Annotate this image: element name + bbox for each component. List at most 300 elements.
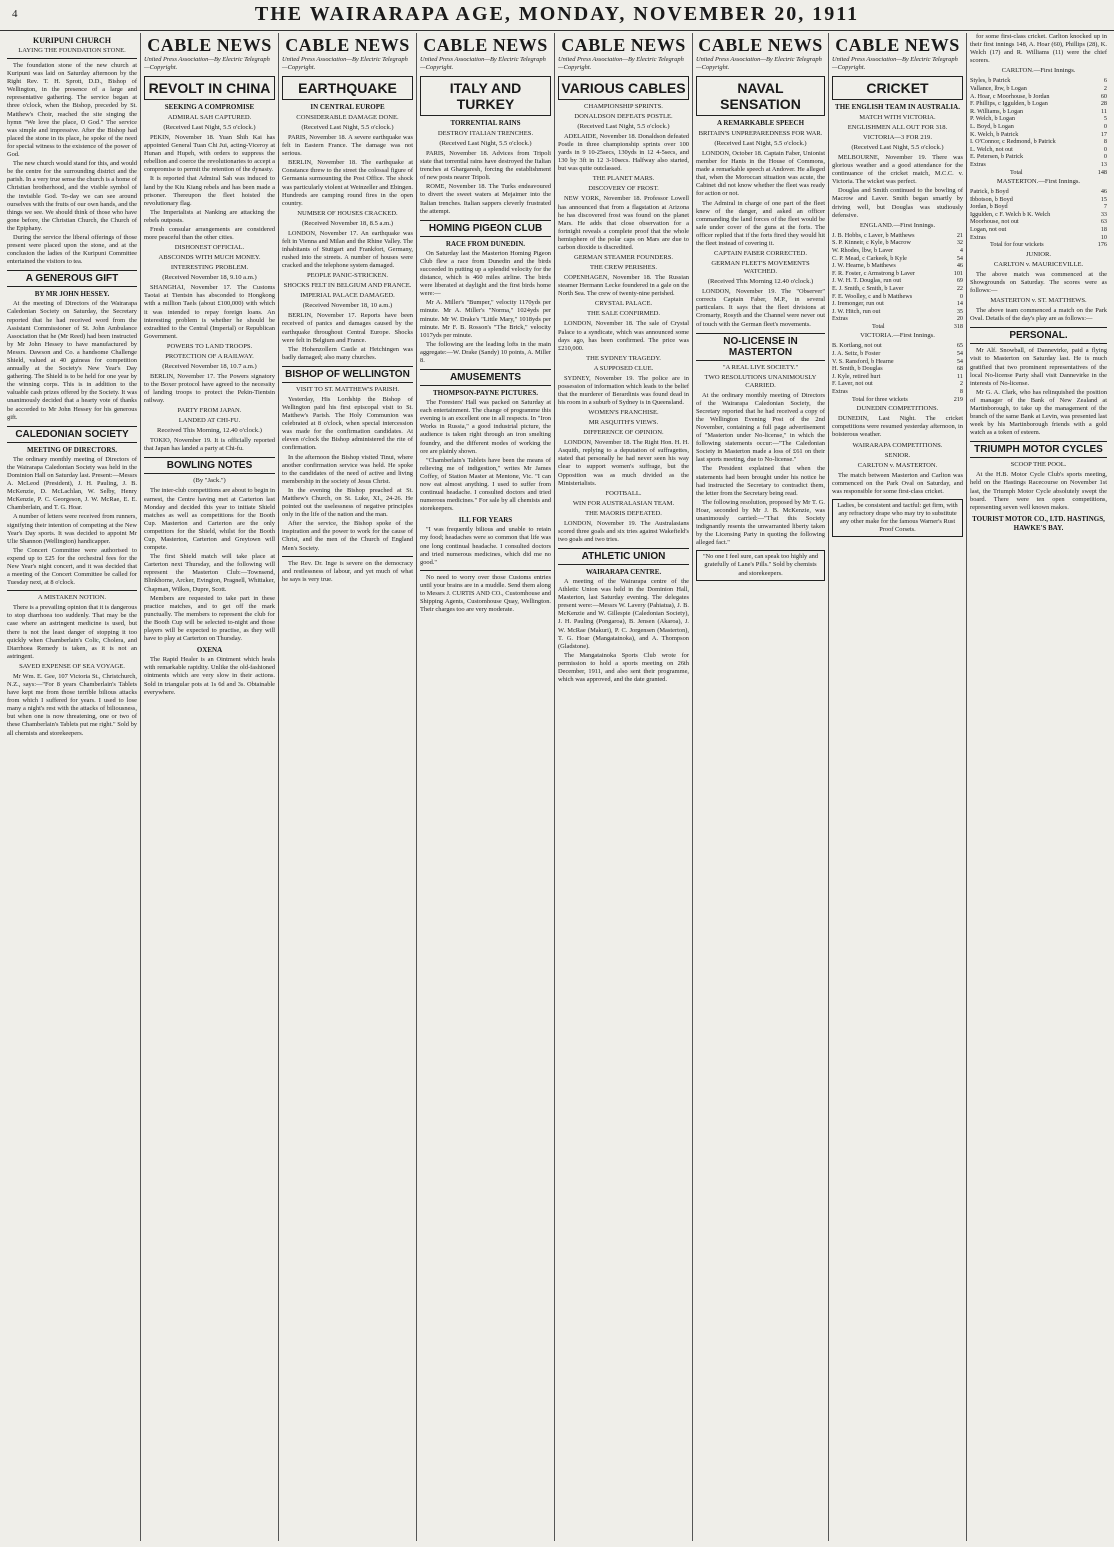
headline: VARIOUS CABLES xyxy=(558,76,689,100)
subheadline: FOOTBALL. xyxy=(605,489,642,497)
batsman-name: F. Laver, not out xyxy=(832,380,873,388)
table-row xyxy=(832,262,963,270)
subheadline: BRITAIN'S UNPREPAREDNESS FOR WAR. xyxy=(698,130,823,137)
advert-text: Ladies, be consistent and tactful: get firm, with any refractory drape who may try to substitute any other make for the famous Warner's Rust Proof Corsets. xyxy=(837,501,958,534)
paragraph: PARIS, November 18. Advices from Tripoli state that torrential rains have destroyed the Italian trenches at Ghargaresh, forcing the establishment of new posts nearer Tripoli. xyxy=(420,150,551,182)
subheadline: CHAMPIONSHIP SPRINTS. xyxy=(584,103,663,110)
batsman-name: Total xyxy=(872,322,885,330)
batsman-name: F. E. Woolley, c and b Matthews xyxy=(832,292,913,300)
column-3 xyxy=(278,33,416,1541)
paragraph: At the H.B. Motor Cycle Club's sports meeting, held on the Hastings Racecourse on November 1st last, the Triumph Motor Cycle absolutely swept the board. There were ten open competitions, representing seven well known makes. xyxy=(970,471,1107,511)
subheadline: IN CENTRAL EUROPE xyxy=(310,103,385,111)
paragraph: BERLIN, November 18. The earthquake at Constance threw to the street the colossal figure of Germania surmounting the Post Office. The shock was particularly violent at Weinzeller and Ebingen. Hundreds are camping round fires in the open country. xyxy=(282,159,413,207)
paragraph: The above team commenced a match on the Park Oval. Details of the day's play are as follows:— xyxy=(970,307,1107,323)
batsman-score: 101 xyxy=(953,269,963,277)
section-banner: CABLE NEWS xyxy=(423,35,548,55)
batsman-name: A. Hoar, c Moorhouse, b Jordan xyxy=(970,92,1050,100)
advert-title: OXENA xyxy=(196,646,223,655)
table-row xyxy=(832,380,963,388)
table-row xyxy=(970,169,1107,177)
table-row xyxy=(970,93,1107,101)
paragraph: Mr Wm. E. Gee, 107 Victoria St., Christchurch, N.Z., says:—"For 8 years Chamberlain's Tablets have kept me from those terrible bilious attacks from which I suffered for years. I used to lose many a night's rest with the attacks of biliousness, but when one is now threatening, one or two of these Chamberlain's Tablets put me right." Sold by all chemists and storekeepers. xyxy=(7,672,137,737)
paragraph: The above match was commenced at the Showgrounds on Saturday. The scores were as follows:— xyxy=(970,270,1107,295)
received-line: (Received Last Night, 5.5 o'clock.) xyxy=(714,140,807,147)
batsman-score: 33 xyxy=(1100,210,1107,218)
table-row xyxy=(970,138,1107,146)
batsman-score: 10 xyxy=(1100,233,1107,241)
received-line: (Received Last Night, 5.5 o'clock.) xyxy=(577,123,670,130)
paragraph: Douglas and Smith continued to the bowling of Macrow and Laver. Smith began smartly by driving well, but Douglas was studiously defensive. xyxy=(832,187,963,219)
column-7 xyxy=(828,33,966,1541)
section-banner: CABLE NEWS xyxy=(835,35,960,55)
subheadline: MATCH WITH VICTORIA. xyxy=(859,114,936,121)
paragraph: The Imperialists at Nanking are attacking the rebels outposts. xyxy=(144,208,275,224)
batsman-score: 20 xyxy=(956,315,963,323)
paragraph: The Foresters' Hall was packed on Saturday at each entertainment. The change of programme this evening is an excellent one in all respects. In "Iron Works in Russia," a good industrial picture, the audience is taken right through an iron smelting foundry, and the different modes of working the ore are plainly shown. xyxy=(420,399,551,455)
subheadline: JUNIOR. xyxy=(1025,250,1052,258)
table-row xyxy=(970,146,1107,154)
table-row xyxy=(832,308,963,316)
received-line: (Received Last Night, 5.5 o'clock.) xyxy=(163,124,256,131)
subheadline: DIFFERENCE OF OPINION. xyxy=(583,429,664,437)
table-row xyxy=(970,226,1107,234)
paragraph: SYDNEY, November 19. The police are in possession of information which leads to the belief that the murderer of Berardinis was found dead in his room in a suburb of Sydney is in Queensland. xyxy=(558,374,689,407)
subheadline: DESTROY ITALIAN TRENCHES. xyxy=(437,130,534,137)
batsman-name: Vallance, lbw, b Logan xyxy=(970,84,1027,92)
subheadline: LANDED AT CHI-FU. xyxy=(178,417,241,425)
headline: NAVAL SENSATION xyxy=(696,76,825,116)
batsman-score: 176 xyxy=(1097,241,1107,249)
advert-footer: TOURIST MOTOR CO., LTD. HASTINGS, HAWKE'S BAY. xyxy=(972,514,1105,532)
paragraph: It is reported that Admiral Sah was induced to land by the Kiu Kiang rebels and has been made a prisoner. Thereupon the fleet hoisted the revolutionary flag. xyxy=(144,175,275,207)
batsman-score: 8 xyxy=(1103,138,1107,146)
batsman-score: 7 xyxy=(1103,203,1107,211)
credit-line: United Press Association—By Electric Telegraph—Copyright. xyxy=(832,56,958,71)
batsman-score: 65 xyxy=(956,342,963,350)
batsman-score: 8 xyxy=(959,388,963,396)
batsman-score: 21 xyxy=(956,231,963,239)
subheadline: MASTERTON v. ST. MATTHEWS. xyxy=(990,297,1087,305)
batsman-score: 0 xyxy=(1103,145,1107,153)
page-title: THE WAIRARAPA AGE, MONDAY, NOVEMBER 20, 1911 xyxy=(254,3,860,25)
batsman-score: 4 xyxy=(959,246,963,254)
table-row xyxy=(832,323,963,331)
subheadline: WAIRARAPA CENTRE. xyxy=(585,568,662,576)
subheadline: DISCOVERY OF FROST. xyxy=(588,185,659,193)
masterton-scorecard xyxy=(970,188,1107,249)
table-title: MASTERTON.—First Innings. xyxy=(996,178,1081,186)
table-row xyxy=(970,123,1107,131)
batsman-score: 54 xyxy=(956,350,963,358)
paragraph: TOKIO, November 19. It is officially reported that Japan has landed a party at Chi-fu. xyxy=(144,437,275,453)
table-row xyxy=(832,239,963,247)
paragraph: COPENHAGEN, November 18. The Russian steamer Hermann Lecke foundered in a gale on the North Sea. The crew of twenty-nine perished. xyxy=(558,274,689,298)
subheadline: CAPTAIN FABER CORRECTED. xyxy=(714,250,807,258)
subheadline: CRYSTAL PALACE. xyxy=(594,300,653,308)
paragraph: SHANGHAI, November 17. The Customs Taotai at Tientsin has absconded to Hongkong with a million Taels (about £100,000) with which it was intended to repay foreign loans. An interesting problem is whether he should be extradited to the Central (Imperial) or Republican Government. xyxy=(144,284,275,340)
paragraph: Members are requested to take part in these practice matches, and to get off the mark punctually. The members to represent the club for the Booth Cup will be selected to-night and those players will be expected to practise, as they will have to play at Carterton on Thursday. xyxy=(144,594,275,643)
batsman-score: 54 xyxy=(956,254,963,262)
paragraph: The Mangatainoka Sports Club wrote for permission to hold a sports meeting on 26th December, 1911, and also sent their programme, which was approved, and the date granted. xyxy=(558,651,689,684)
table-row xyxy=(970,153,1107,161)
headline: EARTHQUAKE xyxy=(282,76,413,100)
credit-line: United Press Association—By Electric Telegraph—Copyright. xyxy=(282,56,408,71)
subheadline: THE PLANET MARS. xyxy=(592,175,655,183)
subheadline: CARLTON v. MASTERTON. xyxy=(857,461,938,469)
subheadline: ABSCONDS WITH MUCH MONEY. xyxy=(158,254,261,262)
subheadline: "A REAL LIVE SOCIETY." xyxy=(722,363,799,371)
batsman-name: Total for four wickets xyxy=(990,241,1044,249)
received-line: (Received November 18, 8.5 a.m.) xyxy=(301,219,394,227)
subheadline: THE MAORIS DEFEATED. xyxy=(585,509,662,517)
batsman-name: Styles, b Patrick xyxy=(970,77,1011,85)
table-row xyxy=(970,77,1107,85)
paragraph: Yesterday, His Lordship the Bishop of Wellington paid his first episcopal visit to St. Matthew's Parish. The Holy Communion was celebrated at 8 o'clock, when special intercession was made for the confirmation candidates. At eleven o'clock the Bishop administered the rite of confirmation. xyxy=(282,395,413,452)
batsman-score: 15 xyxy=(1100,195,1107,203)
subheadline: THE SALE CONFIRMED. xyxy=(586,310,661,318)
subheadline: GERMAN FLEET'S MOVEMENTS WATCHED. xyxy=(711,260,810,276)
received-line: (Received November 18, 10.7 a.m.) xyxy=(162,362,257,370)
subheadline: IMPERIAL PALACE DAMAGED. xyxy=(300,292,395,300)
advert-text: "No one I feel sure, can speak too highly and gratefully of Lane's Pills." Sold by chemists and storekeepers. xyxy=(702,553,819,577)
received-line: (Received Last Night, 5.5 o'clock.) xyxy=(439,140,532,147)
section-banner: CABLE NEWS xyxy=(285,35,410,55)
batsman-name: L. Boyd, b Logan xyxy=(970,122,1014,130)
paragraph: A number of letters were received from runners, signifying their intention of competing at the New Year's Day sports. It was decided to appoint Mr Ulie Shannon (Wellington) handicapper. xyxy=(7,513,137,545)
headline: BISHOP OF WELLINGTON xyxy=(282,366,413,383)
table-row xyxy=(832,388,963,396)
paragraph: PEKIN, November 18. Yuan Shih Kai has appointed General Tuan Chi Jui, acting-Viceroy at Hunan and Hupeh, with orders to suppress the rebellion and coerce the revolutionaries to accept a compromise to permit the retention of the dynasty. xyxy=(144,134,275,174)
subheadline: DONALDSON DEFEATS POSTLE. xyxy=(574,113,673,120)
table-title: VICTORIA.—First Innings. xyxy=(860,332,935,340)
batsman-name: Jordan, b Boyd xyxy=(970,203,1008,211)
batsman-score: 11 xyxy=(1101,107,1107,115)
column-8 xyxy=(966,33,1110,1541)
victoria-scorecard xyxy=(832,342,963,403)
batsman-score: 219 xyxy=(953,395,963,403)
subheadline: GERMAN STEAMER FOUNDERS. xyxy=(573,254,674,262)
paragraph: LONDON, November 18. The Right Hon. H. H. Asquith, replying to a deputation of suffragettes, stated that personally he had never seen his way clear to support women's suffrage, but the Opposition was as much divided as the Ministerialists. xyxy=(558,439,689,487)
section-banner: CABLE NEWS xyxy=(561,35,686,55)
batsman-score: 0 xyxy=(1103,153,1107,161)
batsman-name: I. O'Connor, c Redmond, b Patrick xyxy=(970,138,1056,146)
paragraph: "Chamberlain's Tablets have been the means of relieving me of indigestion," writes Mr James Coffey, of Station Master at Mentone, Vic. "I can now eat almost anything. I used to suffer from continual headache. I consulted doctors and tried numerous medicines." For sale by all chemists and storekeepers. xyxy=(420,456,551,513)
headline: HOMING PIGEON CLUB xyxy=(420,220,551,237)
batsman-score: 0 xyxy=(1103,122,1107,130)
batsman-name: H. Smith, b Douglas xyxy=(832,365,883,373)
credit-line: United Press Association—By Electric Telegraph—Copyright. xyxy=(558,56,684,71)
paragraph: LONDON, November 19. The "Observer" corrects Captain Faber, M.P., in several particulars. It says that the fleet divisions at Cromarty, Rosyth and the Channel were never out of touch with the German fleet's movements. xyxy=(696,288,825,328)
subheadline: THE CREW PERISHES. xyxy=(589,264,658,272)
subheadline: PEOPLE PANIC-STRICKEN. xyxy=(306,272,389,280)
paragraph: PARIS, November 18. A severe earthquake was felt in Eastern France. The damage was not serious. xyxy=(282,134,413,158)
credit-line: United Press Association—By Electric Telegraph—Copyright. xyxy=(420,56,546,71)
subheadline: WIN FOR AUSTRALASIAN TEAM. xyxy=(572,499,675,507)
headline: SAVED EXPENSE OF SEA VOYAGE. xyxy=(19,662,125,670)
batsman-name: Logan, not out xyxy=(970,226,1007,234)
table-row xyxy=(832,358,963,366)
table-row xyxy=(832,247,963,255)
subheadline: DUNEDIN COMPETITIONS. xyxy=(856,405,939,413)
batsman-name: J. W. Hitch, run out xyxy=(832,307,881,315)
batsman-score: 28 xyxy=(1100,100,1107,108)
paragraph: The ordinary monthly meeting of Directors of the Wairarapa Caledonian Society was held in the Dominion Hall on Saturday last. Present:—Messrs A. McLeod (President), J. H. Pauling, J. B. McKenzie, D. McLachlan, W. Selby, Henry McKenzie, P. C. Georgeson, J. W. McRae, E. E. Chamberlain, and T. G. Hoar. xyxy=(7,455,137,512)
subheadline: BY MR JOHN HESSEY. xyxy=(34,290,110,299)
table-row xyxy=(970,188,1107,196)
divider xyxy=(420,570,551,571)
batsman-score: 14 xyxy=(956,300,963,308)
batsman-name: Extras xyxy=(832,388,848,396)
paragraph: The inter-club competitions are about to begin in earnest, the Centre having met at Carterton last Monday and decided this year to initiate Shield matches as well as competitions for the Booth Cup. Masterton and Carterton are the only competitors for the Shield, whilst for the Booth Cup, Masterton, Carterton and Greytown will compete. xyxy=(144,487,275,552)
subheadline: INTERESTING PROBLEM. xyxy=(170,264,249,272)
batsman-score: 6 xyxy=(1103,77,1107,85)
table-row xyxy=(970,108,1107,116)
divider xyxy=(7,590,137,591)
table-row xyxy=(832,315,963,323)
subheadline: DISHONEST OFFICIAL. xyxy=(174,244,245,252)
table-row xyxy=(832,350,963,358)
subheadline: MR ASQUITH'S VIEWS. xyxy=(588,419,659,427)
paragraph: BERLIN, November 17. Reports have been received of panics and damages caused by the earthquake throughout Central Europe. Shocks were felt in Belgium and France. xyxy=(282,312,413,344)
paragraph: The Hohenzollern Castle at Hetchingen was badly damaged; also many churches. xyxy=(282,345,413,361)
table-row xyxy=(832,300,963,308)
headline: A MISTAKEN NOTION. xyxy=(37,594,107,602)
paragraph: In the afternoon the Bishop visited Tinui, where another confirmation service was held. He spoke to the candidates of the need of active and living membership in the society of Jesus Christ. xyxy=(282,453,413,485)
batsman-name: Extras xyxy=(832,315,848,323)
paragraph: The new church would stand for this, and would be the centre for the surrounding district and the parish. In a very true sense the church is a home of Christian brotherhood, and the visible symbol of the invisible God. To-day we can see around ourselves with the fruits of our own hands, and the things we see. We should think of those who have gone before, the Christian Church, the Church of the Epiphany. xyxy=(7,160,137,232)
subheadline: VISIT TO ST. MATTHEW'S PARISH. xyxy=(295,385,400,393)
paragraph: The Admiral in charge of one part of the fleet knew of the danger, and asked an officer commanding the land forces of the fleet would be safe under cover of the guns at the forts. The officer replied that if the forts fired they would hit the fleet instead of covering it. xyxy=(696,199,825,248)
batsman-name: F. R. Foster, c Armstrong b Laver xyxy=(832,269,915,277)
headline: AMUSEMENTS xyxy=(420,369,551,386)
table-title: ENGLAND.—First Innings. xyxy=(859,221,936,229)
paragraph: NEW YORK, November 18. Professor Lowell has announced that from a flagstation at Arizona he has discovered frost was found on the planet Mars. He adds that close observation for a fortnight reveals a complete proof that the whole hemisphere of the polar caps on Mars are due to carbon dioxide is discredited. xyxy=(558,195,689,252)
column-2 xyxy=(140,33,278,1541)
paragraph: On Saturday last the Masterton Homing Pigeon Club flew a race from Dunedin and the birds succeeded in putting up a splendid velocity for the distance, which is 460 miles airline. The birds were liberated at daylight and the first birds home were:— xyxy=(420,249,551,298)
advert-text: No need to worry over those Customs entries until your brains are in a muddle. Send them along to Messrs J. CURTIS AND CO., Customhouse and Shipping Agents, Customhouse Quay, Wellington. Their charges too are very moderate. xyxy=(420,573,551,614)
batsman-name: B. Kortlang, not out xyxy=(832,342,882,350)
subheadline: SENIOR. xyxy=(884,451,911,459)
subheadline: WOMEN'S FRANCHISE. xyxy=(588,409,659,417)
section-banner: CABLE NEWS xyxy=(147,35,272,55)
paragraph: Mr G. A. Clark, who has relinquished the position of manager of the Bank of New Zealand at Martinborough, to take up the management of the branch of the same Bank at Levin, was presented last week by his Martinborough friends with a gold watch as a token of esteem. xyxy=(970,388,1107,437)
paragraph: LONDON, November 18. The sale of Crystal Palace to a syndicate, which was announced some days ago, has been confirmed. The price was £210,000. xyxy=(558,320,689,352)
paragraph: The following resolution, proposed by Mr T. G. Hoar, seconded by Mr J. B. McKenzie, was unanimously carried:—"That this Society indignantly resents the unwarranted liberty taken by the Licensing Party in quoting the following alleged fact." xyxy=(696,498,825,547)
batsman-name: P. Welch, b Logan xyxy=(970,115,1015,123)
subheadline: SCOOP THE POOL. xyxy=(1010,461,1067,469)
paragraph: ADELAIDE, November 18. Donaldson defeated Postle in three championship sprints over 100 yards in 9 10-25secs, 130yds in 12 4-5secs, and 130 by 3ft in 12 3-10secs. Halfway also started, but was quite outclassed. xyxy=(558,133,689,173)
paragraph: The President explained that when the statements had been brought under his notice he had instructed the Secretary to contradict them, the letter from the Secretary being read. xyxy=(696,465,825,497)
subheadline: A SUPPOSED CLUE. xyxy=(593,364,654,372)
subheadline: THE SYDNEY TRAGEDY. xyxy=(586,354,661,362)
batsman-name: E. Petersen, b Patrick xyxy=(970,153,1024,161)
batsman-name: K. Welch, b Patrick xyxy=(970,130,1019,138)
batsman-score: 17 xyxy=(1100,130,1107,138)
paragraph: for some first-class cricket. Carlton knocked up in their first innings 148, A. Hoar (60), Phillips (28), K. Welch (17) and R. Williams (11) were the chief scorers. xyxy=(970,33,1107,65)
received-line: (Received Last Night, 5.5 o'clock.) xyxy=(301,124,394,131)
paragraph: During the service the liberal offerings of those present were placed upon the stone, and at the conclusion the ladies of the Kuripuni Committee entertained the visitors to tea. xyxy=(7,233,137,266)
table-title: CARLTON.—First Innings. xyxy=(1001,67,1076,75)
page-number: 4 xyxy=(12,8,18,20)
batsman-score: 63 xyxy=(1100,218,1107,226)
paragraph: The Concert Committee were authorised to expend up to £25 for the orchestral fees for the New Year's night concert, and it was decided that a meeting of the Concert Committee be called for Tuesday next, at 8 o'clock. xyxy=(7,546,137,587)
batsman-name: Ibbotson, b Boyd xyxy=(970,195,1013,203)
england-scorecard xyxy=(832,232,963,331)
table-row xyxy=(832,232,963,240)
table-row xyxy=(832,285,963,293)
table-row xyxy=(970,203,1107,211)
batsman-name: C. P. Mead, c Carkeek, b Kyle xyxy=(832,254,907,262)
advert-box xyxy=(832,499,963,537)
section-banner: CABLE NEWS xyxy=(698,35,823,55)
batsman-name: R. Williams, b Logan xyxy=(970,107,1024,115)
headline: ITALY AND TURKEY xyxy=(420,76,551,116)
batsman-name: J. W. H. T. Douglas, run out xyxy=(832,277,902,285)
batsman-name: Total xyxy=(1010,168,1023,176)
subheadline: CONSIDERABLE DAMAGE DONE. xyxy=(296,114,399,121)
batsman-name: W. Rhodes, lbw, b Laver xyxy=(832,246,894,254)
headline: PERSONAL. xyxy=(970,327,1107,344)
table-row xyxy=(832,365,963,373)
paragraph: After the service, the Bishop spoke of the inspiration and the power to work for the cause of Christ, and the men of the Church of England Men's Society. xyxy=(282,520,413,552)
table-row xyxy=(970,196,1107,204)
table-row xyxy=(970,241,1107,249)
subheadline: THE ENGLISH TEAM IN AUSTRALIA. xyxy=(835,103,960,111)
subheadline: TWO RESOLUTIONS UNANIMOUSLY CARRIED. xyxy=(704,373,817,389)
paragraph: The foundation stone of the new church at Kuripuni was laid on Saturday afternoon by the Right Rev. T. H. Sprott, D.D., Bishop of Wellington, in the presence of a large and representative gathering. The service began at three o'clock, when the Bishop, preceded by St. Matthew's Choir, reached the site singing the hymn "We love the place, O God." The service was simple and impressive. After the Bishop had placed the stone in its place, he spoke of the need for special witness to the existence of the power of God. xyxy=(7,62,137,159)
batsman-name: Moorhouse, not out xyxy=(970,218,1019,226)
headline: NO-LICENSE IN MASTERTON xyxy=(696,333,825,361)
headline: A GENEROUS GIFT xyxy=(7,270,137,287)
subheadline: CARLTON v. MAURICEVILLE. xyxy=(993,260,1084,268)
paragraph: DUNEDIN, Last Night. The cricket competitions were resumed yesterday afternoon, in boisterous weather. xyxy=(832,415,963,439)
subheadline: WAIRARAPA COMPETITIONS. xyxy=(852,441,943,449)
table-row xyxy=(832,270,963,278)
table-row xyxy=(970,115,1107,123)
paragraph: The first Shield match will take place at Carterton next Thursday, and the following will represent the Masterton Club:—Townsend, Blinkhorne, Arcker, Evington, Pragnell, Whittaker, Chapman, Wilkes, Dupre, Scott. xyxy=(144,553,275,593)
batsman-score: 46 xyxy=(1100,188,1107,196)
paragraph: LONDON, October 18. Captain Faber, Unionist member for Hants in the House of Commons, made a remarkable speech at Andover. He alleged that, when the Moroccan situation was acute, the Cabinet did not know whether the fleet was ready for action or not. xyxy=(696,150,825,198)
batsman-score: 5 xyxy=(1103,115,1107,123)
subheadline: SHOCKS FELT IN BELGIUM AND FRANCE. xyxy=(283,282,412,290)
batsman-name: J. A. Seitz, b Foster xyxy=(832,350,881,358)
table-row xyxy=(970,131,1107,139)
batsman-score: 60 xyxy=(1100,92,1107,100)
batsman-score: 35 xyxy=(956,307,963,315)
paragraph: The match between Masterton and Carlton was commenced on the Park Oval on Saturday, and was responsible for some first-class cricket. xyxy=(832,471,963,495)
divider xyxy=(7,58,137,59)
paragraph: ROME, November 18. The Turks endeavoured to divert the sweet waters at Mejaimer into the Italian trenches. Italian sappers cleverly frustrated the attempt. xyxy=(420,183,551,215)
table-row xyxy=(970,100,1107,108)
paragraph: The Rev. Dr. Inge is severe on the democracy and restlessness of labour, and yet much of what he says is very true. xyxy=(282,559,413,583)
paragraph: Fresh consular arrangements are considered more peaceful than the other cities. xyxy=(144,226,275,242)
table-row xyxy=(970,85,1107,93)
table-row xyxy=(970,218,1107,226)
received-line: (Received This Morning 12.40 o'clock.) xyxy=(707,278,814,286)
subheadline: THOMPSON-PAYNE PICTURES. xyxy=(432,389,538,398)
headline: REVOLT IN CHINA xyxy=(144,76,275,100)
advert-box xyxy=(696,550,825,580)
batsman-name: E. J. Smith, c Smith, b Laver xyxy=(832,284,904,292)
paragraph: Mr Alf. Snowball, of Dannevirke, paid a flying visit to Masterton on Saturday last. He is much gratified that two prominent representatives of the local No-license Party shall visit Dannevirke in the interests of No-license. xyxy=(970,347,1107,387)
headline: TRIUMPH MOTOR CYCLES xyxy=(970,441,1107,458)
subheadline: ADMIRAL SAH CAPTURED. xyxy=(167,114,252,121)
table-row xyxy=(970,211,1107,219)
subheadline: RACE FROM DUNEDIN. xyxy=(445,239,526,248)
batsman-name: Extras xyxy=(970,233,986,241)
batsman-name: V. S. Ransford, b Hearne xyxy=(832,357,894,365)
carlton-scorecard xyxy=(970,77,1107,176)
batsman-name: J. B. Hobbs, c Laver, b Matthews xyxy=(832,231,915,239)
batsman-score: 54 xyxy=(956,357,963,365)
advert-text: "I was frequently bilious and unable to retain my food; headaches were so common that life was one long continual headache. I consulted doctors and tried numerous medicines, which did me no good." xyxy=(420,526,551,566)
paragraph: LONDON, November 17. An earthquake was felt in Vienna and Milan and the Rhine Valley. The inhabitants of Stuttgart and Frankfort, Germany, rushed into the streets. A number of houses were cracked and the telephone system damaged. xyxy=(282,229,413,270)
subheadline: PROTECTION OF A RAILWAY. xyxy=(165,352,254,360)
masthead xyxy=(0,0,1114,31)
batsman-name: L. Welch, not out xyxy=(970,145,1013,153)
subheadline: TORRENTIAL RAINS xyxy=(450,119,521,127)
subheadline: A REMARKABLE SPEECH xyxy=(716,119,805,127)
batsman-score: 32 xyxy=(956,239,963,247)
subheadline: MEETING OF DIRECTORS. xyxy=(26,445,118,454)
received-line: (Received Last Night, 5.5 o'clock.) xyxy=(851,144,944,151)
batsman-name: Iggulden, c F. Welch b K. Welch xyxy=(970,210,1051,218)
received-line: (Received November 18, 10 a.m.) xyxy=(302,302,393,310)
paragraph: Mr A. Miller's "Bumper," velocity 1170yds per minute. Mr A. Miller's "Norma," 1024yds per minute. Mr W. Drake's "Little Mary," 1018yds per minute. Mr F. B. Rosson's "The Brick," velocity 1017yds per minute. xyxy=(420,299,551,339)
byline: (By "Jack.") xyxy=(193,477,226,485)
advert-text: The Rapid Healer is an Ointment which heals with remarkable rapidity. Unlike the old-fashioned ointments which are very slow in their actions. Sold in triangular pots at 1s 6d and 3s. Obtainable everywhere. xyxy=(144,656,275,696)
received-line: Received This Morning, 12.40 o'clock.) xyxy=(157,427,262,435)
batsman-score: 2 xyxy=(959,380,963,388)
table-row xyxy=(970,234,1107,242)
batsman-score: 18 xyxy=(1100,226,1107,234)
batsman-score: 0 xyxy=(959,292,963,300)
batsman-score: 148 xyxy=(1097,168,1107,176)
subheadline: VICTORIA—3 FOR 219. xyxy=(863,134,932,141)
batsman-score: 22 xyxy=(956,284,963,292)
credit-line: United Press Association—By Electric Telegraph—Copyright. xyxy=(144,56,270,71)
batsman-name: Patrick, b Boyd xyxy=(970,188,1009,196)
column-1 xyxy=(4,33,140,1541)
batsman-score: 2 xyxy=(1103,84,1107,92)
paragraph: The following are the leading lofts in the main aggregate:—W. Drake (Sandy) 10 points, A. Miller 8. xyxy=(420,340,551,364)
headline: ATHLETIC UNION xyxy=(558,548,689,565)
table-row xyxy=(832,396,963,404)
headline: BOWLING NOTES xyxy=(144,457,275,474)
batsman-score: 46 xyxy=(956,262,963,270)
batsman-name: F. Phillips, c Iggulden, b Logan xyxy=(970,100,1048,108)
batsman-score: 69 xyxy=(956,277,963,285)
table-row xyxy=(970,161,1107,169)
paragraph: A meeting of the Wairarapa centre of the Athletic Union was held in the Dominion Hall, Masterton, last Saturday evening. The delegates present were:—Messrs W. Lavery (Pahiatua), J. B. McKenzie and W. Gillespie (Caledonian Society), J. H. Pauling (Pongaroa), B. Jensen (Akaroa), J. W. McRae (Makuri), P. C. Jorgensen (Masterton), T. G. Hoar (Mangatainoka), and A. Thompson (Gladstone). xyxy=(558,578,689,650)
batsman-name: S. P. Kinneir, c Kyle, b Macrow xyxy=(832,239,911,247)
batsman-score: 318 xyxy=(953,322,963,330)
batsman-score: 11 xyxy=(957,372,963,380)
paragraph: LONDON, November 19. The Australasians scored three goals and six tries against Wakefield's two goals and two tries. xyxy=(558,519,689,543)
table-row xyxy=(832,277,963,285)
batsman-score: 68 xyxy=(956,365,963,373)
headline: KURIPUNI CHURCH xyxy=(33,36,111,45)
received-line: (Received November 18, 9.10 a.m.) xyxy=(162,274,257,282)
paragraph: BERLIN, November 17. The Powers signatory to the Boxer protocol have agreed to the necessity of landing troops to protect the Pekin-Tientsin railway. xyxy=(144,372,275,405)
batsman-score: 13 xyxy=(1100,160,1107,168)
batsman-name: J. Iremonger, run out xyxy=(832,300,884,308)
credit-line: United Press Association—By Electric Telegraph—Copyright. xyxy=(696,56,822,71)
batsman-name: J. Kyle, retired hurt xyxy=(832,372,881,380)
batsman-name: Extras xyxy=(970,160,986,168)
batsman-name: Total for three wickets xyxy=(852,395,908,403)
divider xyxy=(282,556,413,557)
